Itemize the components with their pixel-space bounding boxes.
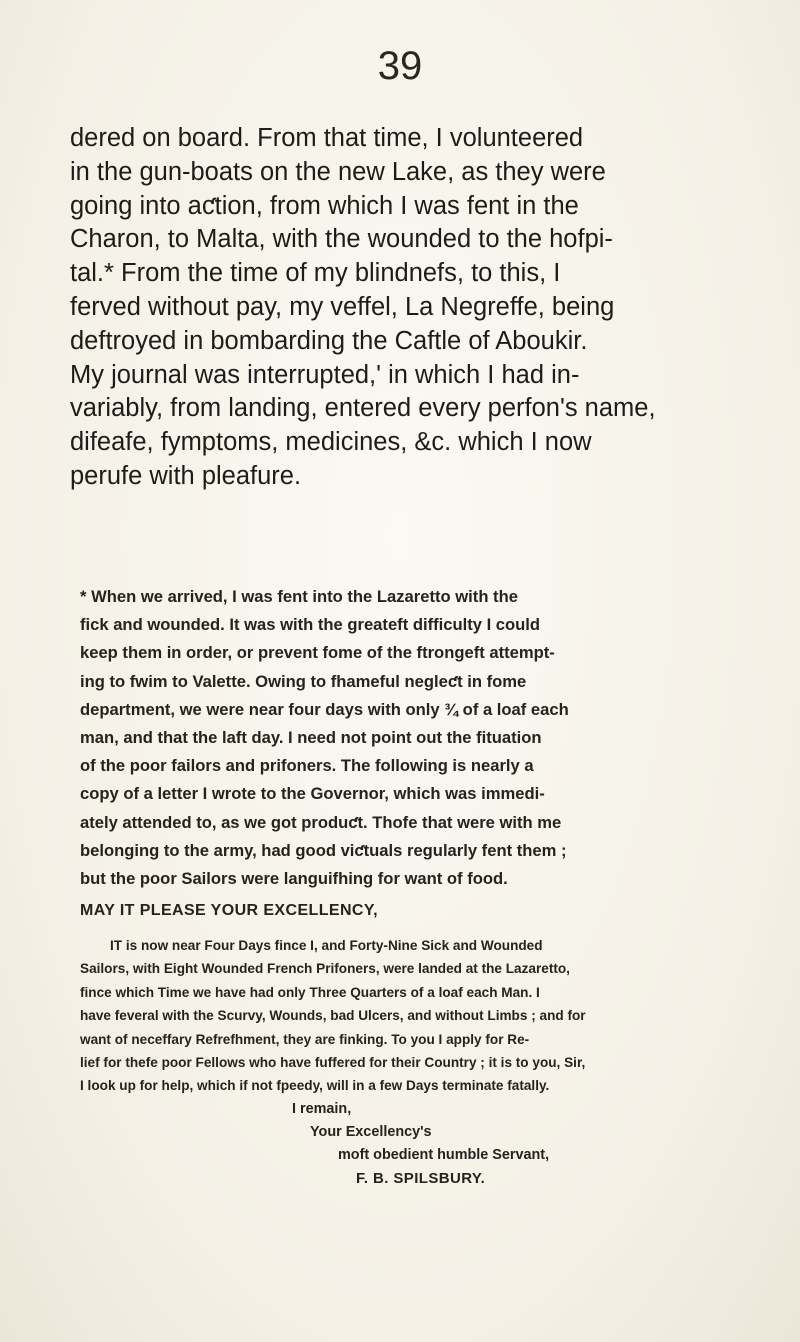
letter-salutation: MAY IT PLEASE YOUR EXCELLENCY,: [80, 902, 378, 919]
main-text-line: dered on board. From that time, I volunteered: [70, 124, 584, 152]
page-number: 39: [377, 44, 423, 88]
main-text-line: perufe with pleafure.: [70, 461, 302, 490]
letter-line: lief for thefe poor Fellows who have fuffered for their Country ; it is to you, Sir,: [80, 1055, 586, 1071]
letter-body: [80, 934, 740, 1098]
letter-line: fince which Time we have had only Three Quarters of a loaf each Man. I: [80, 984, 540, 1000]
footnote-line: ately attended to, as we got produƈt. Thofe that were with me: [80, 812, 562, 832]
main-text-line: going into aƈtion, from which I was fent in the: [70, 191, 579, 220]
closing-line: Your Excellency's: [310, 1123, 432, 1140]
footnote-line: but the poor Sailors were languifhing for want of food.: [80, 869, 508, 889]
footnote-line: copy of a letter I wrote to the Governor, which was immedi-: [80, 784, 545, 804]
footnote-line: ing to fwim to Valette. Owing to fhameful negleƈt in fome: [80, 671, 527, 691]
footnote-line: man, and that the laft day. I need not point out the fituation: [80, 728, 542, 748]
letter-to-governor: [80, 900, 740, 1190]
main-text-line: ferved without pay, my veffel, La Negreffe, being: [70, 292, 615, 321]
main-text-line: difeafe, fymptoms, medicines, &c. which I now: [70, 428, 592, 457]
footnote: [80, 583, 740, 893]
footnote-line: belonging to the army, had good viƈtuals regularly fent them ;: [80, 840, 567, 860]
letter-line: I look up for help, which if not fpeedy, will in a few Days terminate fatally.: [80, 1078, 550, 1094]
footnote-line: of the poor failors and prifoners. The following is nearly a: [80, 756, 534, 776]
signature: F. B. SPILSBURY.: [356, 1169, 486, 1187]
footnote-line: * When we arrived, I was fent into the Lazaretto with the: [80, 587, 518, 606]
main-text-line: My journal was interrupted,' in which I had in-: [70, 360, 580, 389]
main-text-line: tal.* From the time of my blindnefs, to this, I: [70, 259, 561, 288]
main-text-line: deftroyed in bombarding the Caftle of Aboukir.: [70, 326, 588, 355]
main-text-line: in the gun-boats on the new Lake, as they were: [70, 157, 606, 186]
footnote-line: fick and wounded. It was with the greateft difficulty I could: [80, 615, 541, 635]
main-text-line: Charon, to Malta, with the wounded to the hofpi-: [70, 225, 613, 254]
closing-line: moft obedient humble Servant,: [338, 1146, 550, 1163]
letter-line: want of neceffary Refrefhment, they are finking. To you I apply for Re-: [80, 1031, 530, 1047]
footnote-line: department, we were near four days with only ¾ of a loaf each: [80, 699, 569, 719]
letter-closing: [80, 1098, 740, 1190]
footnote-line: keep them in order, or prevent fome of the ftrongeft attempt-: [80, 643, 555, 663]
main-paragraph: [70, 122, 738, 494]
main-text-line: variably, from landing, entered every perfon's name,: [70, 394, 656, 423]
closing-line: I remain,: [292, 1100, 352, 1117]
letter-line: have feveral with the Scurvy, Wounds, bad Ulcers, and without Limbs ; and for: [80, 1008, 586, 1024]
letter-line: Sailors, with Eight Wounded French Prifoners, were landed at the Lazaretto,: [80, 961, 570, 977]
letter-line: IT is now near Four Days fince I, and Forty-Nine Sick and Wounded: [110, 938, 543, 953]
